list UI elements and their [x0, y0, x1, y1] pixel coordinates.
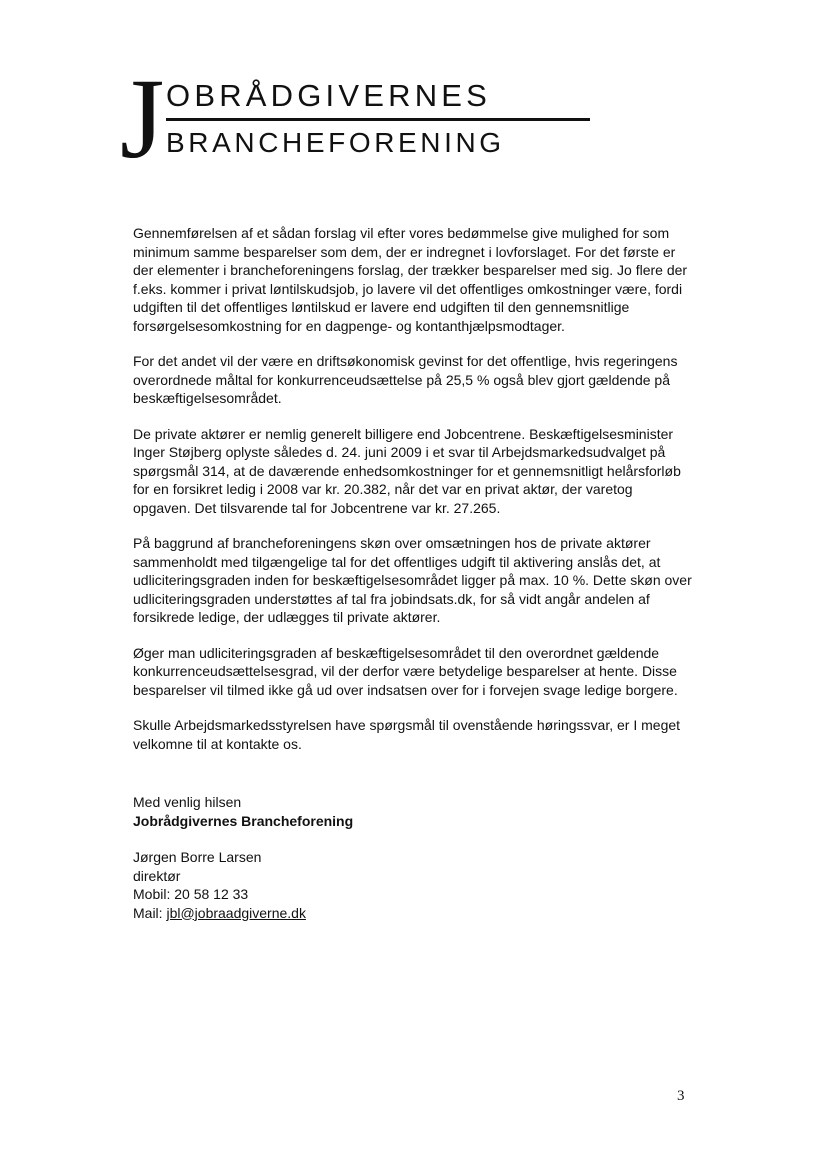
- signer-name: Jørgen Borre Larsen: [133, 849, 262, 865]
- mail-label: Mail:: [133, 904, 167, 921]
- email-link[interactable]: jbl@jobraadgiverne.dk: [166, 904, 306, 921]
- mobile-number: Mobil: 20 58 12 33: [133, 886, 249, 902]
- letter-body: [133, 224, 693, 922]
- body-paragraph: De private aktører er nemlig generelt billigere end Jobcentrene. Beskæftigelsesminister Inger Støjberg oplyste således d. 24. juni 2009 i et svar til Arbejdsmarkedsudvalget på spørgsmål 314, at de daværende enhedsomkostninger for et gennemsnitligt helårsforløb for en forsikret ledig i 2008 var kr. 20.382, når det var en privat aktør, der varetog opgaven. Det tilsvarende tal for Jobcentrene var kr. 27.265.: [133, 425, 681, 516]
- greeting: Med venlig hilsen: [133, 794, 242, 810]
- body-paragraph: Skulle Arbejdsmarkedsstyrelsen have spørgsmål til ovenstående høringssvar, er I meget velkomne til at kontakte os.: [133, 717, 681, 752]
- body-paragraph: På baggrund af brancheforeningens skøn over omsætningen hos de private aktører sammenholdt med tilgængelige tal for det offentliges udgift til aktivering anslås det, at udliciteringsgraden inden for beskæftigelsesområdet ligger på max. 10 %. Dette skøn over udliciteringsgraden understøttes af tal fra jobindsats.dk, for så vidt angår andelen af forsikrede ledige, der udlægges til private aktører.: [133, 535, 692, 625]
- organization-logo: [120, 55, 505, 192]
- logo-initial: J: [120, 55, 165, 182]
- signature-block: [133, 793, 693, 922]
- body-paragraph: Gennemførelsen af et sådan forslag vil efter vores bedømmelse give mulighed for som minimum samme besparelser som dem, der er indregnet i lovforslaget. For det første er der elementer i brancheforeningens forslag, der trækker besparelser med sig. Jo flere der f.eks. kommer i privat løntilskudsjob, jo lavere vil det offentliges omkostninger være, fordi udgiften til det offentliges løntilskud er lavere end udgiften til den gennemsnitlige forsørgelsesomkostning for en dagpenge- og kontanthjælpsmodtager.: [133, 225, 688, 334]
- body-paragraph: For det andet vil der være en driftsøkonomisk gevinst for det offentlige, hvis regeringens overordnede måltal for konkurrenceudsættelse på 25,5 % også blev gjort gældende på beskæftigelsesområdet.: [133, 353, 678, 406]
- logo-line-2: BRANCHEFORENING: [166, 127, 505, 158]
- mail-line: [133, 904, 693, 923]
- organization-name: Jobrådgivernes Brancheforening: [133, 812, 354, 829]
- logo-line-1: OBRÅDGIVERNES: [166, 78, 492, 113]
- signer-title: direktør: [133, 867, 181, 884]
- logo-divider: [166, 118, 590, 121]
- body-paragraph: Øger man udliciteringsgraden af beskæftigelsesområdet til den overordnet gældende konkurrenceudsættelsesgrad, vil der derfor være betydelige besparelser at hente. Disse besparelser vil tilmed ikke gå ud over indsatsen over for i forvejen svage ledige borgere.: [133, 644, 678, 698]
- page-number: 3: [677, 1088, 685, 1104]
